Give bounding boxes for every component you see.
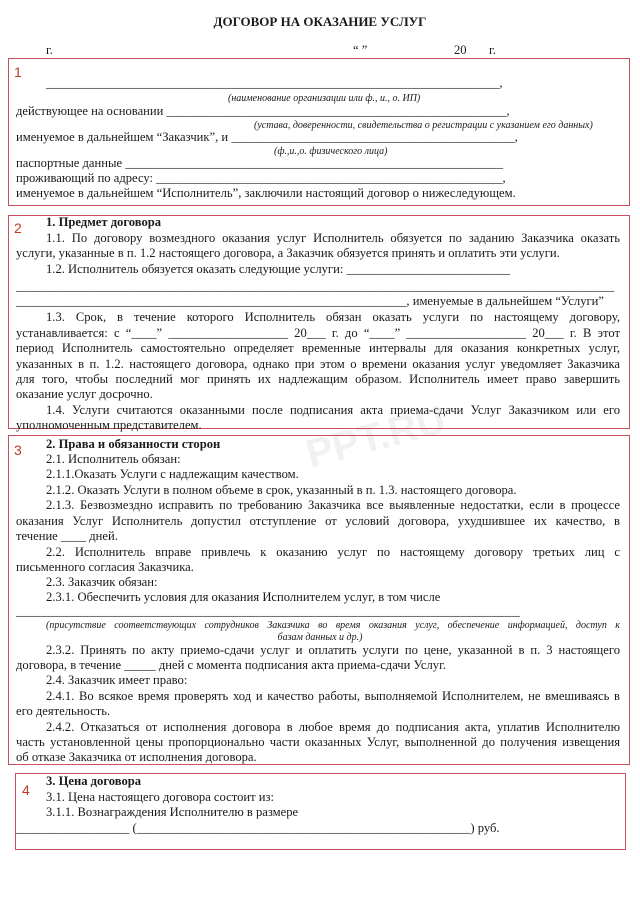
section-heading: 1. Предмет договора — [46, 215, 162, 229]
clause: 2.1.1.Оказать Услуги с надлежащим качеством. — [46, 467, 299, 481]
clause: оказания Услуг Исполнитель допустил отступление от условий договора, ухудшившее их качество, в — [16, 514, 620, 528]
clause: услуги, указанные в п. 1.2 настоящего договора, а Заказчик обязуется принять и оплатить эти услуги. — [16, 246, 560, 260]
clause: его деятельность. — [16, 704, 111, 718]
clause: 2.3. Заказчик обязан: — [46, 575, 158, 589]
caption: (присутствие соответствующих сотрудников Заказчика во время оказания услуг, обеспечение информацией, доступ к — [46, 620, 620, 631]
conditions-field: ________________________________________________________________________________ — [16, 604, 520, 618]
customer-field: именуемое в дальнейшем “Заказчик”, и _____________________________________________, — [16, 130, 518, 144]
year-suffix: г. — [489, 43, 496, 57]
clause: об отказе Заказчика от исполнения договора. — [16, 750, 257, 764]
services-field: 1.2. Исполнитель обязуется оказать следующие услуги: __________________________ — [46, 262, 511, 276]
caption: базам данных и др.) — [277, 632, 363, 643]
caption: (наименование организации или ф., и., о. ИП) — [228, 93, 421, 104]
clause: 1.4. Услуги считаются оказанными после подписания акта приема-сдачи Услуг Заказчиком или его — [46, 403, 620, 417]
passport-field: паспортные данные ____________________________________________________________ — [16, 156, 504, 170]
services-line: _______________________________________________________________________________________________ — [16, 279, 615, 293]
box-number-2: 2 — [14, 220, 22, 236]
box-number-1: 1 — [14, 64, 22, 80]
clause: 2.4.1. Во всякое время проверять ход и качество работы, выполняемой Исполнителем, не вмешиваясь в — [46, 689, 620, 703]
clause: 2.3.2. Принять по акту приемо-сдачи услуг и оплатить услуги по цене, указанной в п. 3 настоящего — [46, 643, 620, 657]
days-field: течение ____ дней. — [16, 529, 118, 543]
term-field: устанавливается: с “____” ___________________ 20___ г. до “____” ___________________ 20___ г. В этот — [16, 326, 620, 340]
caption: (ф.,и.,о. физического лица) — [274, 146, 388, 157]
payment-days-field: договора, в течение _____ дней с момента подписания акта приема-сдачи Услуг. — [16, 658, 446, 672]
section-heading: 3. Цена договора — [46, 774, 142, 788]
clause: 2.2. Исполнитель вправе привлечь к оказанию услуг по настоящему договору третьих лиц с — [46, 545, 620, 559]
clause: часть установленной цены пропорционально части оказанных Услуг, выполненной до получения извещения — [16, 735, 620, 749]
clause: 1.3. Срок, в течение которого Исполнитель обязан оказать услуги по настоящему договору, — [46, 310, 620, 324]
box-number-3: 3 — [14, 442, 22, 458]
clause: 2.4.2. Отказаться от исполнения договора в любое время до подписания акта, уплатив Исполнителю — [46, 720, 620, 734]
clause: 2.4. Заказчик имеет право: — [46, 673, 188, 687]
document-title: ДОГОВОР НА ОКАЗАНИЕ УСЛУГ — [213, 14, 427, 29]
clause: 2.3.1. Обеспечить условия для оказания Исполнителем услуг, в том числе — [46, 590, 441, 604]
watermark: PPT.RU — [301, 397, 451, 477]
clause: 2.1.2. Оказать Услуги в полном объеме в срок, указанный в п. 1.3. настоящего договора. — [46, 483, 517, 497]
year-label: 20 — [454, 43, 467, 57]
caption: (устава, доверенности, свидетельства о регистрации с указанием его данных) — [254, 120, 593, 131]
clause: период Исполнитель самостоятельно определяет временные интервалы для оказания конкретных услуг, — [16, 341, 620, 355]
date-quotes: “ ” — [353, 43, 368, 57]
address-field: проживающий по адресу: _______________________________________________________, — [16, 171, 506, 185]
clause: 1.1. По договору возмездного оказания услуг Исполнитель обязуется по заданию Заказчика оказать — [46, 231, 620, 245]
org-name-field: ________________________________________________________________________, — [46, 76, 503, 90]
amount-field: __________________ (_____________________________________________________) руб. — [16, 821, 500, 835]
clause: письменного согласия Заказчика. — [16, 560, 194, 574]
clause: 3.1.1. Вознаграждения Исполнителю в размере — [46, 805, 299, 819]
clause: оказание услуг досрочно. — [16, 387, 153, 401]
clause: для того, чтобы последний мог принять их надлежащим образом. Исполнитель имеет право завершить — [16, 372, 620, 386]
clause: уполномоченным представителем. — [16, 418, 202, 432]
clause: указанных в п. 1.2. настоящего договора, однако при этом о времени оказания услуг уведомляет Заказчика — [16, 357, 620, 371]
box-number-4: 4 — [22, 782, 30, 798]
clause: 2.1.3. Безвозмездно исправить по требованию Заказчика все выявленные недостатки, если в процессе — [46, 498, 620, 512]
parties-closing: именуемое в дальнейшем “Исполнитель”, заключили настоящий договор о нижеследующем. — [16, 186, 516, 200]
basis-field: действующее на основании ______________________________________________________, — [16, 104, 510, 118]
services-line: ______________________________________________________________, именуемые в дальнейшем “Услуги” — [16, 294, 604, 308]
clause: 2.1. Исполнитель обязан: — [46, 452, 181, 466]
clause: 3.1. Цена настоящего договора состоит из: — [46, 790, 274, 804]
city-label: г. — [46, 43, 53, 57]
section-heading: 2. Права и обязанности сторон — [46, 437, 221, 451]
